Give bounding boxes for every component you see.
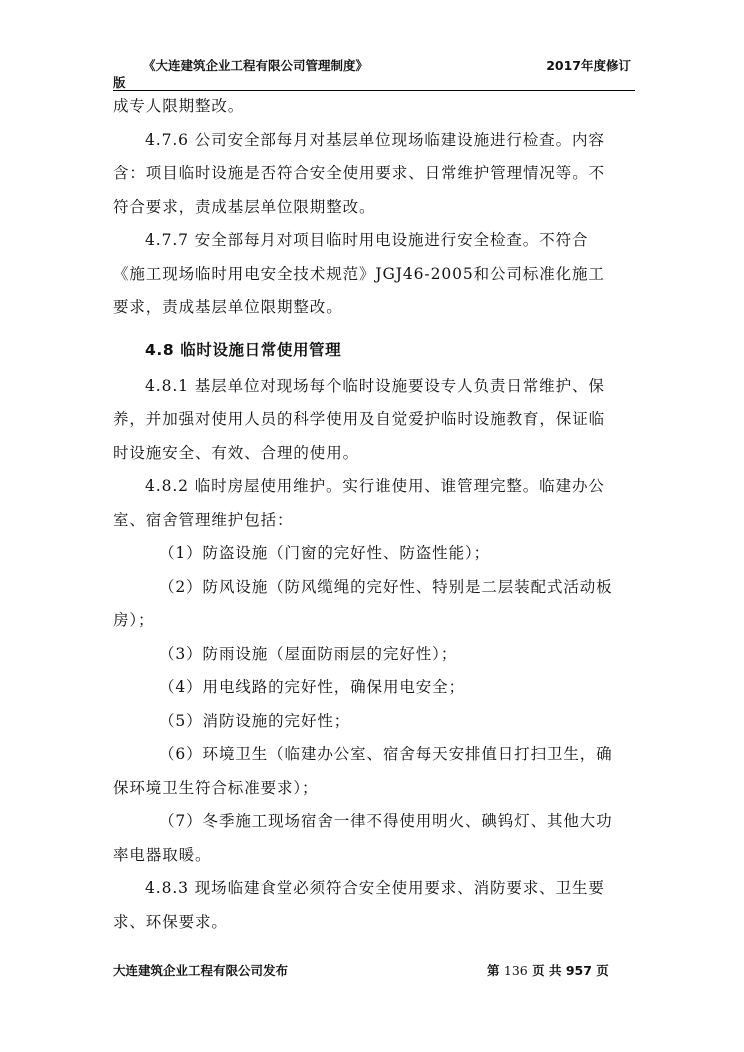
page-number — [487, 961, 609, 979]
list-item: （3）防雨设施（屋面防雨层的完好性）； — [159, 644, 458, 663]
edition-label-tail: 版 — [113, 75, 126, 90]
clause-4-8-3: 4.8.3 现场临建食堂必须符合安全使用要求、消防要求、卫生要 — [145, 879, 605, 897]
page-prefix: 第 — [487, 963, 500, 978]
current-page: 136 — [503, 963, 528, 978]
total-pages: 957 — [565, 963, 592, 978]
clause-4-8-1: 4.8.1 基层单位对现场每个临时设施要设专人负责日常维护、保 — [145, 376, 605, 395]
text-line: 房）； — [113, 611, 155, 629]
list-item: （2）防风设施（防风缆绳的完好性、特别是二层装配式活动板 — [159, 577, 613, 596]
text-line: 符合要求，责成基层单位限期整改。 — [113, 197, 376, 216]
document-body — [113, 90, 636, 939]
text-line: 保环境卫生符合标准要求）； — [113, 778, 319, 797]
list-item: （6）环境卫生（临建办公室、宿舍每天安排值日打扫卫生，确 — [159, 745, 613, 763]
page-footer — [113, 961, 635, 981]
text-line: 成专人限期整改。 — [113, 97, 245, 115]
text-line: 含：项目临时设施是否符合安全使用要求、日常维护管理情况等。不 — [113, 164, 606, 182]
section-heading-4-8: 4.8 临时设施日常使用管理 — [145, 340, 342, 359]
clause-4-7-7: 4.7.7 安全部每月对项目临时用电设施进行安全检查。不符合 — [145, 231, 589, 249]
list-item: （4）用电线路的完好性，确保用电安全； — [159, 678, 465, 696]
text-line: 率电器取暖。 — [113, 845, 212, 864]
list-item: （7）冬季施工现场宿舍一律不得使用明火、碘钨灯、其他大功 — [159, 812, 613, 830]
text-line: 要求，责成基层单位限期整改。 — [113, 298, 343, 316]
document-title: 《大连建筑企业工程有限公司管理制度》 — [143, 58, 369, 73]
page-suffix: 页 — [596, 963, 609, 978]
list-item: （5）消防设施的完好性； — [159, 711, 351, 730]
text-line: 求、环保要求。 — [113, 912, 228, 931]
clause-4-8-2: 4.8.2 临时房屋使用维护。实行谁使用、谁管理完整。临建办公 — [145, 477, 605, 495]
text-line: 《施工现场临时用电安全技术规范》JGJ46-2005和公司标准化施工 — [113, 264, 605, 283]
text-line: 养，并加强对使用人员的科学使用及自觉爱护临时设施教育，保证临 — [113, 410, 606, 428]
edition-label: 2017年度修订 — [546, 58, 631, 73]
text-line: 室、宿舍管理维护包括： — [113, 510, 294, 529]
list-item: （1）防盗设施（门窗的完好性、防盗性能）； — [159, 544, 491, 562]
page-mid: 页 共 — [532, 963, 562, 978]
page-header — [113, 50, 635, 91]
text-line: 时设施安全、有效、合理的使用。 — [113, 443, 360, 462]
clause-4-7-6: 4.7.6 公司安全部每月对基层单位现场临建设施进行检查。内容 — [145, 130, 605, 149]
publisher-label: 大连建筑企业工程有限公司发布 — [113, 963, 289, 978]
